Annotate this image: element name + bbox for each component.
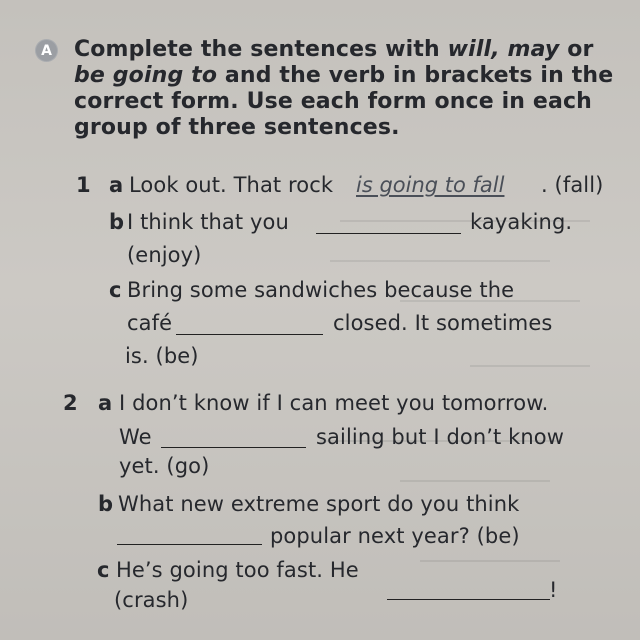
item-1c-text-after: closed. It sometimes [333,311,553,335]
instruction-line-1 [74,39,593,61]
item-2b-letter: b [98,492,114,516]
instruction-line-1-suffix: or [559,37,594,62]
item-2c-answer-blank [387,599,550,600]
item-2a-letter: a [98,391,113,415]
item-1c-text-before: café [127,311,173,335]
item-1b-letter: b [109,210,125,234]
instruction-option-will-may: will, may [447,37,560,62]
item-1c-letter: c [109,278,122,302]
exercise-badge: A [35,39,58,62]
item-2a-line-3: yet. (go) [119,454,210,478]
item-2b-line-1: What new extreme sport do you think [118,492,520,516]
item-1a-text-after: . (fall) [541,173,604,197]
item-1c-answer-blank [176,334,323,335]
instruction-line-1-prefix: Complete the sentences with [74,37,448,62]
group-1-number: 1 [76,173,91,197]
instruction-line-2 [74,65,613,87]
item-1c-line-1: Bring some sandwiches because the [127,278,515,302]
item-2b-answer-blank [117,544,262,545]
item-1a-text-before: Look out. That rock [129,173,334,197]
group-2-number: 2 [63,391,78,415]
item-2a-answer-blank [161,447,306,448]
item-2c-line-2: (crash) [114,588,189,612]
item-1a-answer: is going to fall [356,173,505,197]
item-2c-letter: c [97,558,110,582]
item-1b-text-after: kayaking. [470,210,573,234]
item-2c-text-before: He’s going too fast. He [116,558,359,582]
item-2a-text-after: sailing but I don’t know [316,425,565,449]
item-1b-line-2: (enjoy) [127,243,202,267]
instruction-option-be-going-to: be going to [74,63,218,88]
item-2a-line-1: I don’t know if I can meet you tomorrow. [119,391,549,415]
instruction-line-3: correct form. Use each form once in each [74,89,592,114]
item-2a-text-before: We [119,425,152,449]
item-1c-line-3: is. (be) [125,344,199,368]
item-1b-answer-blank [316,233,461,234]
item-2c-text-after: ! [549,578,558,602]
instruction-line-2-suffix: and the verb in brackets in the [217,63,614,88]
item-1b-text-before: I think that you [127,210,289,234]
item-1a-letter: a [109,173,124,197]
instruction-line-4: group of three sentences. [74,115,400,140]
item-2b-text-after: popular next year? (be) [270,524,520,548]
